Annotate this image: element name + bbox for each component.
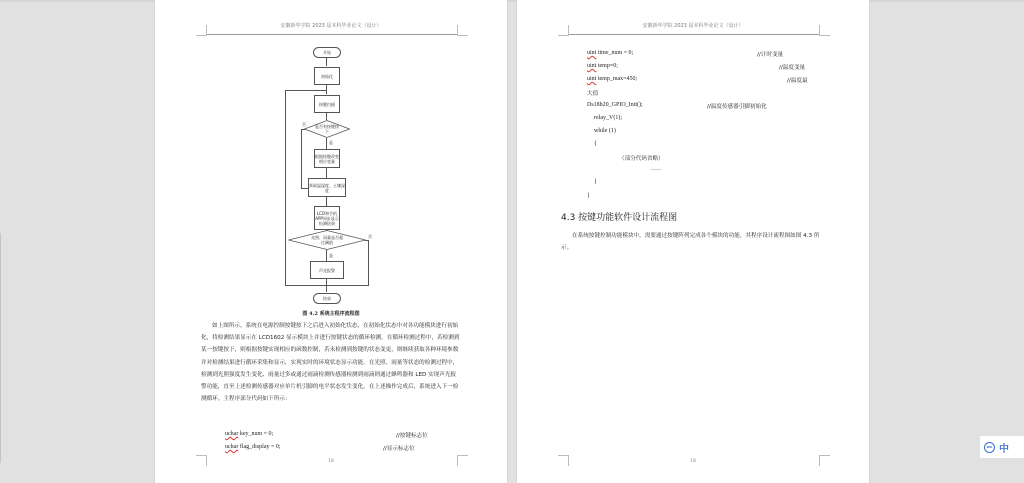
code-line [587,63,618,69]
loop-line [285,90,327,91]
code-comment-wrap: 大值 [587,91,599,97]
connector [302,129,305,130]
code-type: uchar [225,431,239,437]
ime-indicator[interactable] [980,436,1024,458]
code-line: { [594,141,597,147]
code-ellipsis: …… [650,166,662,172]
flow-start: 开始 [313,47,341,58]
figure-caption: 图 4.2 系统主程序流程图 [302,311,360,317]
code-text: time_num = 0; [596,50,634,56]
code-line: while (1) [594,128,616,134]
code-line [587,50,633,56]
code-comment: //计时变量 [757,52,784,58]
margin-mark [558,25,569,36]
code-comment: //温度最 [787,78,808,84]
flow-label-yes: 是 [329,253,333,258]
flow-decision2: 光照、雨量是否超过阈值 [311,235,343,245]
page-header: 安徽新华学院 2023 届本科毕业论文（设计） [280,23,382,29]
document-page-right [517,0,869,483]
document-page-left [155,0,507,483]
code-line: } [587,193,590,199]
body-paragraph: 在系统按键控制功能模块中，需要通过按键阵列完成各个模块的功能，其程序设计流程图如图 4.3 所示。 [561,233,820,252]
code-comment: //温度传感器引脚初始化 [707,104,767,110]
flow-end: 结束 [313,293,341,304]
code-line [225,444,281,450]
connector [326,167,327,178]
margin-mark [457,25,468,36]
flow-label-no: 否 [302,122,306,127]
connector [326,196,327,206]
code-comment: //温度变量 [779,65,806,71]
connector [326,84,327,94]
loop-line [285,90,286,286]
connector [301,129,302,188]
ime-language-toggle[interactable]: 中 [999,443,1009,455]
code-text: key_num = 0; [238,431,274,437]
flow-display: LCD和手机APP同步显示检测结果 [314,206,340,230]
code-line: relay_V(1); [594,115,622,121]
flow-label-no: 否 [368,234,372,239]
connector [326,250,327,261]
flow-decision1: 是否有按键按下 [315,124,339,134]
flow-label-yes: 是 [329,140,333,145]
toolbar-shadow [0,0,1024,2]
code-line: Ds18b20_GPIO_Init(); [587,102,643,108]
loop-line [285,285,369,286]
header-rule [568,34,820,35]
code-type: uint [587,76,597,82]
connector [326,57,327,66]
connector [326,138,327,149]
code-line [587,76,637,82]
connector [326,112,327,120]
flow-alarm: 声光报警 [310,261,344,279]
ime-logo-icon[interactable]: WU [984,442,995,453]
code-type: uchar [225,444,239,450]
page-header: 安徽新华学院 2023 届本科毕业论文（设计） [642,23,744,29]
page-number: 18 [328,459,334,464]
code-comment: //显示标志位 [383,446,415,452]
margin-mark [819,25,830,36]
margin-mark [196,25,207,36]
code-type: uint [587,50,597,56]
flow-scan: 按键扫描 [314,95,340,113]
flow-init: 初始化 [314,67,340,85]
code-comment: //按键标志位 [396,433,428,439]
connector [368,240,369,285]
body-paragraph: 如上图所示，系统在电源控制按键按下之后进入初始化状态，在初始化状态中对各功能模块进行初始化，将检测结果显示在 LCD1602 显示模块上并进行按键状态的循环检测。在循环检测过程中，若检测到某一按键按下，则根据按键实现相应的函数控制，若未检测到按键的状态变更，则继续获取各种环境参数并对检测结果进行循环采集和显示，实现实时的环境状态显示功能。在光照、雨量等状态的检测过程中，检测到光照强度发生变化、雨量过多或通过雨滴检测传感器检测到雨滴则通过蜂鸣器和 LED 实现声光报警功能，直至上述检测传感器对应单片机引脚的电平状态发生变化。在上述操作完成后，系统进入下一检测循环。主程序部分代码如下所示： [201,323,460,403]
section-heading: 4.3 按键功能软件设计流程图 [561,213,678,223]
flow-handle: 根据按键改变相应变量 [314,149,340,168]
code-line: } [594,179,597,185]
code-text: flag_display = 0; [238,444,281,450]
code-line [225,431,273,437]
code-omitted-note: （部分代码省略） [619,156,664,162]
page-number: 18 [690,459,696,464]
code-type: uint [587,63,597,69]
code-text: temp_max=450; [596,76,638,82]
navigation-pane-edge[interactable] [0,233,1,463]
flow-acquire: 获取温湿度、土壤湿度 [308,178,346,197]
code-text: temp=0; [596,63,618,69]
header-rule [206,34,458,35]
